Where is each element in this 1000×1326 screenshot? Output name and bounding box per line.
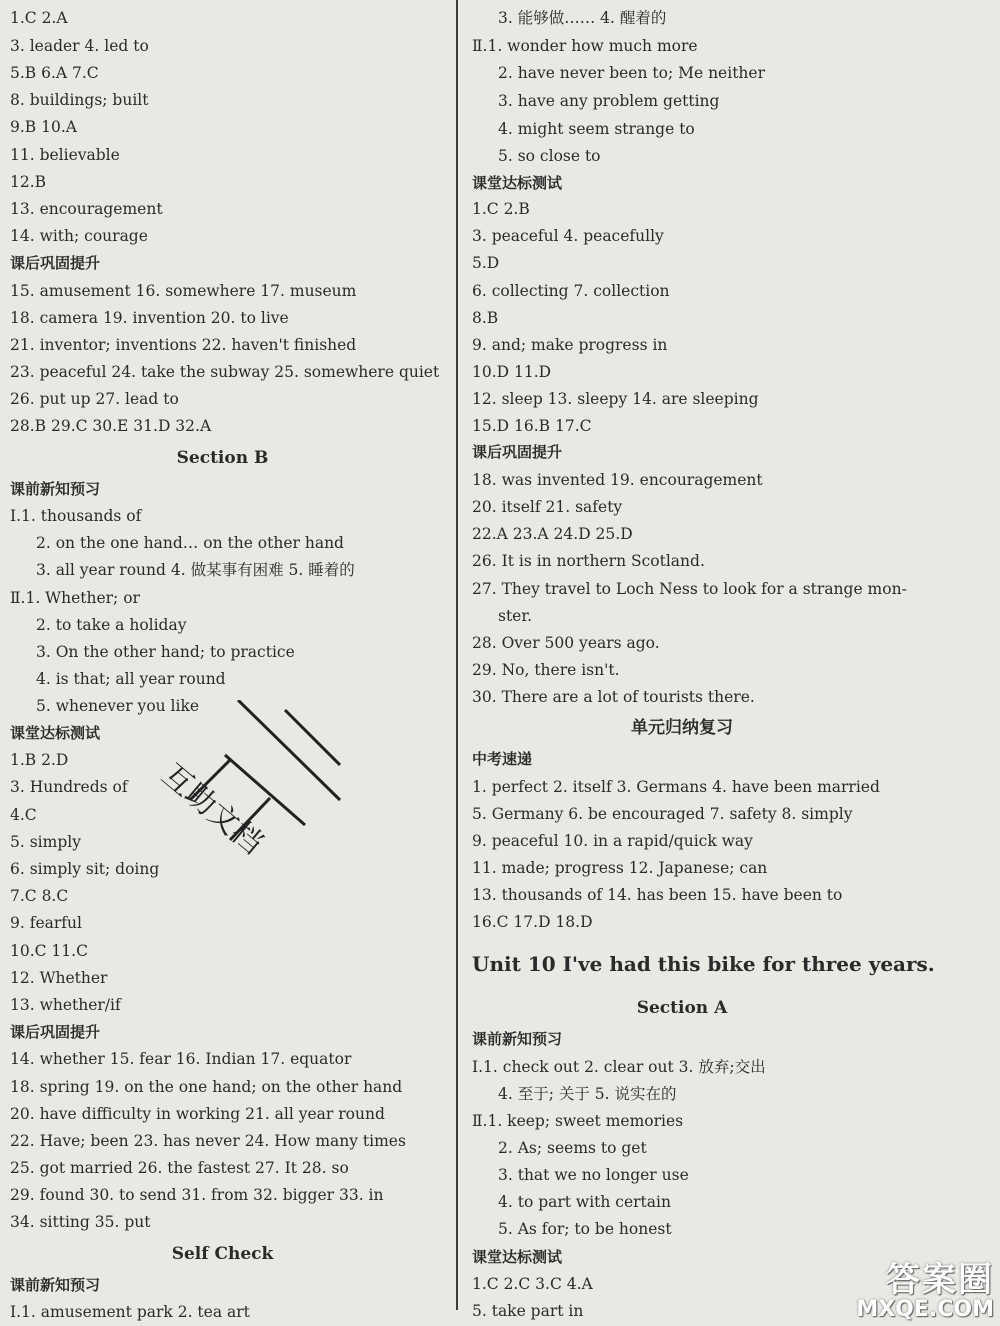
site-logo (856, 1252, 994, 1322)
answer-line: 12.B (10, 173, 47, 191)
answer-line: 15. amusement 16. somewhere 17. museum (10, 282, 357, 300)
answer-line: 3. that we no longer use (498, 1166, 689, 1184)
answer-line: 4.C (10, 806, 37, 824)
answer-line: 26. It is in northern Scotland. (472, 552, 705, 570)
answer-line: 14. with; courage (10, 227, 148, 245)
answer-line: Ⅱ.1. keep; sweet memories (472, 1112, 684, 1130)
answer-line: 7.C 8.C (10, 887, 69, 905)
section-title: 单元归纳复习 (631, 718, 733, 738)
answer-line: 29. found 30. to send 31. from 32. bigger 33. in (10, 1186, 384, 1204)
section-title: Unit 10 I've had this bike for three years. (472, 952, 935, 976)
column-divider (456, 0, 458, 1310)
answer-line: 3. 能够做…… 4. 醒着的 (498, 9, 667, 27)
logo-text: 答案圈 (886, 1260, 994, 1300)
answer-line: 2. have never been to; Me neither (498, 64, 765, 82)
answer-line: 18. camera 19. invention 20. to live (10, 309, 289, 327)
answer-line: 11. made; progress 12. Japanese; can (472, 859, 768, 877)
answer-line: 9. fearful (10, 914, 82, 932)
answer-line: 2. As; seems to get (498, 1139, 647, 1157)
section-heading: 课前新知预习 (10, 1276, 101, 1294)
answer-line: 13. whether/if (10, 996, 121, 1014)
answer-line: 3. Hundreds of (10, 778, 128, 796)
watermark-text: 互助文档 (154, 757, 270, 862)
section-heading: 课前新知预习 (472, 1030, 563, 1048)
answer-line: 5. Germany 6. be encouraged 7. safety 8. simply (472, 805, 853, 823)
section-heading: 课前新知预习 (10, 480, 101, 498)
answer-line: 16.C 17.D 18.D (472, 913, 593, 931)
answer-line: Ⅰ.1. thousands of (10, 507, 142, 525)
answer-line: Ⅱ.1. wonder how much more (472, 37, 698, 55)
section-heading: 课后巩固提升 (10, 254, 101, 272)
answer-line: 30. There are a lot of tourists there. (472, 688, 755, 706)
answer-line: 8.B (472, 309, 499, 327)
answer-line: 2. to take a holiday (36, 616, 187, 634)
section-heading: 课堂达标测试 (10, 724, 101, 742)
section-heading: 课后巩固提升 (10, 1023, 101, 1041)
answer-line: 1.C 2.A (10, 9, 68, 27)
section-heading: 课堂达标测试 (472, 1248, 563, 1266)
answer-line: 4. to part with certain (498, 1193, 671, 1211)
answer-line: 9. peaceful 10. in a rapid/quick way (472, 832, 753, 850)
answer-line: 5.D (472, 254, 500, 272)
answer-line: 13. thousands of 14. has been 15. have been to (472, 886, 843, 904)
answer-line: 5. simply (10, 833, 81, 851)
answer-line: 1. perfect 2. itself 3. Germans 4. have been married (472, 778, 880, 796)
answer-line: 10.C 11.C (10, 942, 88, 960)
answer-line: 3. have any problem getting (498, 92, 720, 110)
answer-line: 5. whenever you like (36, 697, 200, 715)
answer-line: 9. and; make progress in (472, 336, 668, 354)
answer-line: 11. believable (10, 146, 120, 164)
answer-line: 18. was invented 19. encouragement (472, 471, 763, 489)
answer-line: 1.B 2.D (10, 751, 69, 769)
answer-line: 4. might seem strange to (498, 120, 695, 138)
answer-line: Ⅱ.1. Whether; or (10, 589, 140, 607)
section-title: Self Check (171, 1244, 274, 1264)
answer-line: 29. No, there isn't. (472, 661, 620, 679)
answer-line: 12. Whether (10, 969, 108, 987)
answer-line: 23. peaceful 24. take the subway 25. somewhere quiet (10, 363, 440, 381)
answer-line: 6. collecting 7. collection (472, 282, 670, 300)
answer-line: 4. 至于; 关于 5. 说实在的 (498, 1085, 677, 1103)
answer-line: 22.A 23.A 24.D 25.D (472, 525, 633, 543)
answer-line: 3. On the other hand; to practice (36, 643, 295, 661)
answer-line: 12. sleep 13. sleepy 14. are sleeping (472, 390, 759, 408)
section-heading: 中考速递 (472, 750, 533, 768)
logo-url: MXQE.COM (856, 1297, 994, 1322)
answer-line: 27. They travel to Loch Ness to look for a strange mon- (472, 580, 907, 598)
answer-line: ster. (498, 607, 532, 625)
answer-line: 15.D 16.B 17.C (472, 417, 592, 435)
answer-line: 10.D 11.D (472, 363, 552, 381)
answer-line: 21. inventor; inventions 22. haven't finished (10, 336, 357, 354)
section-title: Section B (176, 448, 269, 468)
answer-line: 26. put up 27. lead to (10, 390, 179, 408)
answer-line: 28. Over 500 years ago. (472, 634, 660, 652)
answer-line: 5. As for; to be honest (498, 1220, 672, 1238)
answer-line: 34. sitting 35. put (10, 1213, 151, 1231)
answer-line: 5. so close to (498, 147, 601, 165)
answer-line: 6. simply sit; doing (10, 860, 160, 878)
section-heading: 课后巩固提升 (472, 443, 563, 461)
answer-line: 25. got married 26. the fastest 27. It 28. so (10, 1159, 349, 1177)
answer-line: 8. buildings; built (10, 91, 149, 109)
answer-line: 20. have difficulty in working 21. all year round (10, 1105, 385, 1123)
answer-line: 9.B 10.A (10, 118, 77, 136)
answer-line: 18. spring 19. on the one hand; on the other hand (10, 1078, 403, 1096)
answer-line: 3. all year round 4. 做某事有困难 5. 睡着的 (36, 561, 355, 579)
section-title: Section A (636, 998, 728, 1018)
answer-line: 3. leader 4. led to (10, 37, 149, 55)
answer-line: 5. take part in (472, 1302, 584, 1320)
answer-line: 2. on the one hand… on the other hand (36, 534, 344, 552)
answer-line: 22. Have; been 23. has never 24. How many times (10, 1132, 406, 1150)
answer-line: 3. peaceful 4. peacefully (472, 227, 664, 245)
section-heading: 课堂达标测试 (472, 174, 563, 192)
answer-line: 4. is that; all year round (36, 670, 226, 688)
answer-line: 1.C 2.C 3.C 4.A (472, 1275, 593, 1293)
watermark-stamp (150, 700, 350, 900)
answer-line: Ⅰ.1. amusement park 2. tea art (10, 1303, 250, 1321)
answer-line: 13. encouragement (10, 200, 163, 218)
answer-line: 1.C 2.B (472, 200, 530, 218)
answer-line: 5.B 6.A 7.C (10, 64, 99, 82)
answer-line: Ⅰ.1. check out 2. clear out 3. 放弃;交出 (472, 1058, 766, 1076)
answer-line: 28.B 29.C 30.E 31.D 32.A (10, 417, 212, 435)
answer-line: 14. whether 15. fear 16. Indian 17. equator (10, 1050, 352, 1068)
answer-line: 20. itself 21. safety (472, 498, 623, 516)
